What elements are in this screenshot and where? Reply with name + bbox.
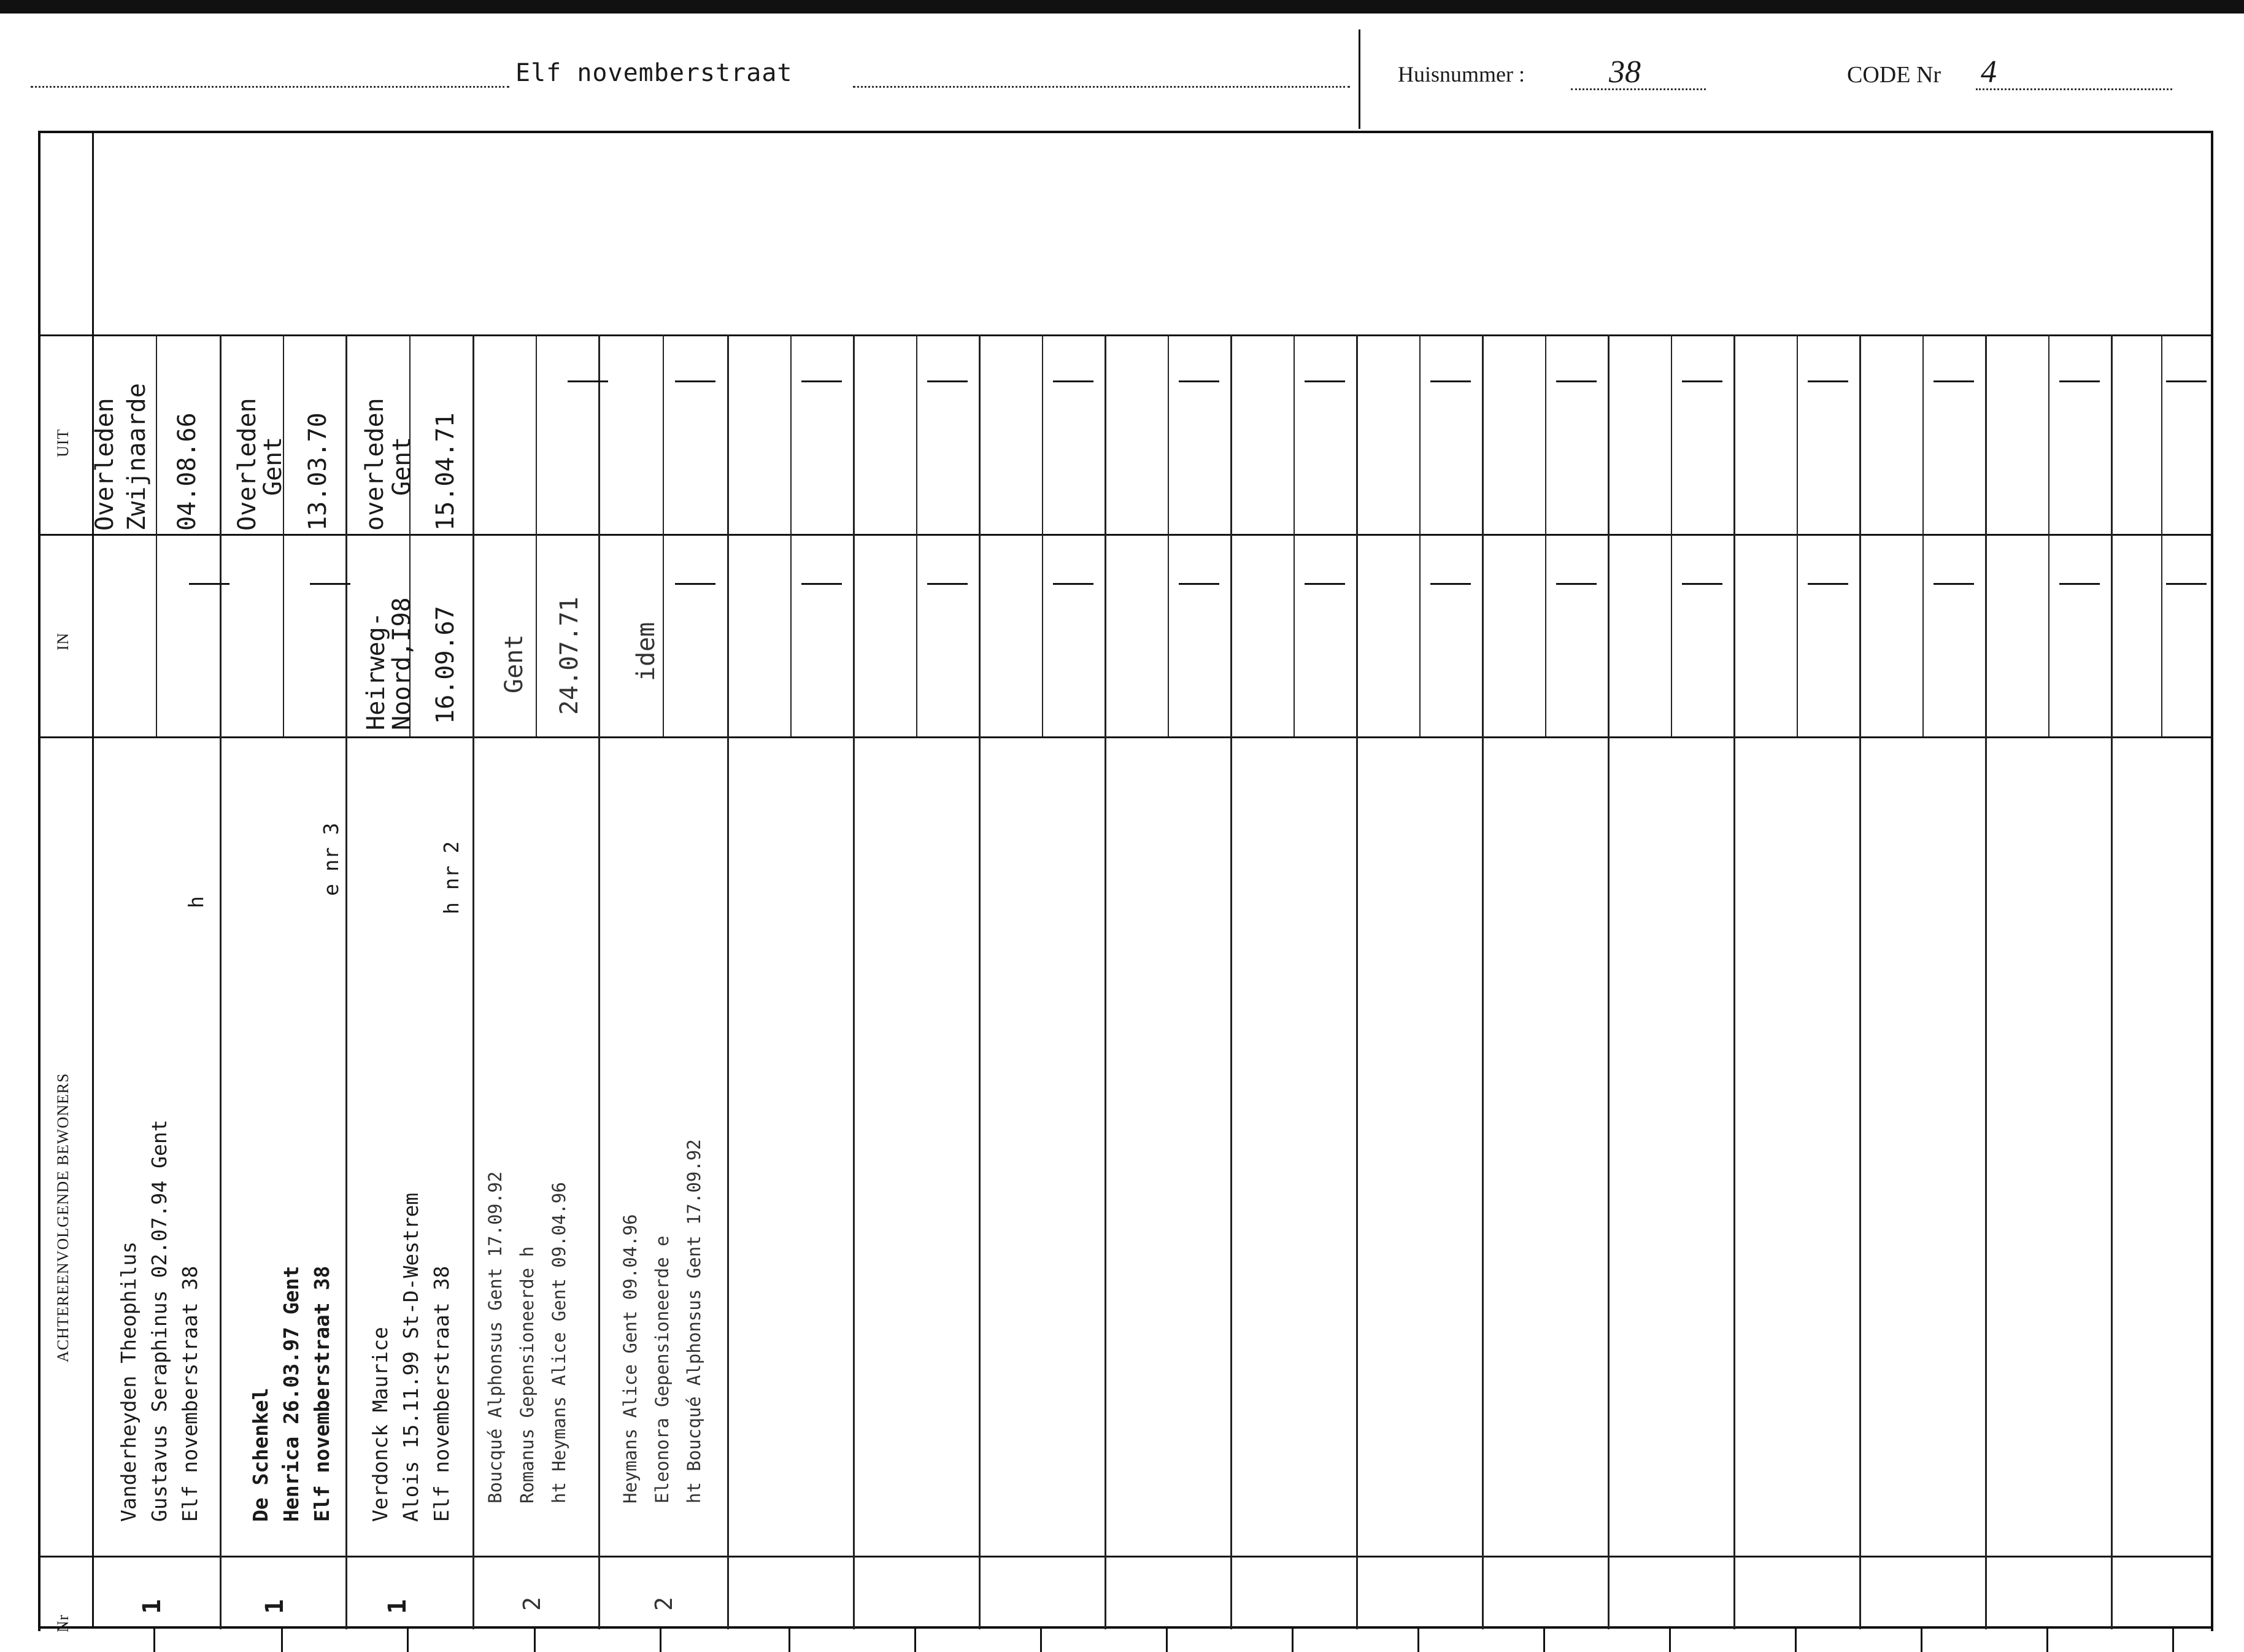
row-3-line-3: Elf novemberstraat 38 bbox=[430, 1265, 453, 1522]
column-divider bbox=[1356, 334, 1358, 1629]
row-4-in-date: 24.07.71 bbox=[555, 596, 584, 715]
empty-cell-dash bbox=[568, 380, 608, 382]
row-1-line-3: Elf novemberstraat 38 bbox=[178, 1265, 202, 1522]
row-5-line-3: ht Boucqué Alphonsus Gent 17.09.92 bbox=[684, 1139, 704, 1503]
sub-column-divider bbox=[790, 334, 792, 736]
column-divider bbox=[2111, 334, 2113, 1629]
row-1-out-place-2: Zwijnaarde bbox=[123, 383, 151, 531]
empty-cell-dash bbox=[1934, 380, 1974, 382]
row-5-nr: 2 bbox=[650, 1597, 677, 1611]
row-3-line-2: Alois 15.11.99 St-D-Westrem bbox=[399, 1192, 423, 1522]
row-1-marker: h bbox=[184, 896, 208, 908]
label-column-divider bbox=[92, 131, 94, 1628]
empty-cell-dash bbox=[801, 583, 842, 585]
column-divider bbox=[1733, 334, 1735, 1629]
sub-column-divider bbox=[1168, 334, 1169, 736]
sub-column-divider bbox=[2161, 334, 2162, 736]
code-label: CODE Nr bbox=[1847, 62, 1941, 88]
bottom-tick bbox=[914, 1627, 916, 1652]
code-value: 4 bbox=[1981, 55, 1997, 90]
column-divider bbox=[1105, 334, 1106, 1629]
row-1-nr: 1 bbox=[138, 1599, 166, 1614]
bottom-tick bbox=[153, 1627, 155, 1652]
row-4-nr: 2 bbox=[519, 1597, 546, 1611]
row-3-line-1: Verdonck Maurice bbox=[368, 1327, 392, 1522]
column-divider bbox=[1482, 334, 1484, 1629]
sub-column-divider bbox=[1545, 334, 1546, 736]
row-4-line-2: Romanus Gepensioneerde h bbox=[517, 1246, 538, 1503]
bottom-tick bbox=[1417, 1627, 1419, 1652]
empty-cell-dash bbox=[2166, 380, 2207, 382]
empty-cell-dash bbox=[1053, 380, 1093, 382]
empty-cell-dash bbox=[1053, 583, 1093, 585]
house-number-value: 38 bbox=[1609, 55, 1641, 90]
empty-cell-dash bbox=[189, 583, 229, 585]
empty-cell-dash bbox=[1305, 583, 1345, 585]
row-3-nr: 1 bbox=[384, 1599, 412, 1614]
empty-cell-dash bbox=[1179, 583, 1219, 585]
empty-cell-dash bbox=[675, 380, 715, 382]
sub-column-divider bbox=[156, 334, 157, 736]
column-divider bbox=[1608, 334, 1610, 1629]
empty-cell-dash bbox=[1556, 583, 1597, 585]
column-divider bbox=[727, 334, 729, 1629]
bottom-tick bbox=[1166, 1627, 1168, 1652]
empty-cell-dash bbox=[2059, 583, 2100, 585]
row-3-in-date: 16.09.67 bbox=[431, 606, 460, 724]
row-3-out-date: 15.04.71 bbox=[431, 412, 460, 531]
row-1-line-2: Gustavus Seraphinus 02.07.94 Gent bbox=[147, 1119, 171, 1522]
row-2-marker: e nr 3 bbox=[319, 822, 343, 896]
sub-column-divider bbox=[916, 334, 917, 736]
sub-column-divider bbox=[1797, 334, 1798, 736]
row-4-line-1: Boucqué Alphonsus Gent 17.09.92 bbox=[485, 1171, 506, 1503]
row-3-in-place-1: Heirweg- bbox=[362, 612, 390, 730]
street-name: Elf novemberstraat bbox=[515, 59, 793, 87]
bottom-tick bbox=[2046, 1627, 2048, 1652]
bottom-tick bbox=[788, 1627, 790, 1652]
sub-column-divider bbox=[663, 334, 664, 736]
empty-cell-dash bbox=[927, 583, 968, 585]
empty-cell-dash bbox=[801, 380, 842, 382]
column-divider bbox=[345, 334, 347, 1629]
residents-section-top bbox=[38, 736, 2213, 738]
column-label-nr: Nr bbox=[54, 1614, 72, 1632]
column-divider bbox=[1859, 334, 1861, 1629]
column-divider bbox=[853, 334, 855, 1629]
bottom-tick bbox=[1040, 1627, 1042, 1652]
sub-column-divider bbox=[283, 334, 284, 736]
column-divider bbox=[220, 334, 222, 1629]
empty-cell-dash bbox=[1556, 380, 1597, 382]
sub-column-divider bbox=[1419, 334, 1421, 736]
row-5-line-1: Heymans Alice Gent 09.04.96 bbox=[620, 1214, 641, 1503]
empty-cell-dash bbox=[675, 583, 715, 585]
empty-cell-dash bbox=[927, 380, 968, 382]
empty-cell-dash bbox=[1682, 380, 1722, 382]
row-2-out-place-1: Overleden bbox=[233, 398, 261, 531]
house-number-label: Huisnummer : bbox=[1398, 62, 1525, 87]
column-divider bbox=[1985, 334, 1987, 1629]
column-divider bbox=[472, 334, 474, 1629]
bottom-tick bbox=[1292, 1627, 1294, 1652]
row-5-line-2: Eleonora Gepensioneerde e bbox=[652, 1235, 673, 1503]
bottom-tick bbox=[534, 1627, 536, 1652]
sub-column-divider bbox=[1294, 334, 1295, 736]
row-2-line-1: De Schenkel bbox=[249, 1388, 272, 1522]
bottom-tick bbox=[1543, 1627, 1545, 1652]
table-top-border bbox=[38, 131, 2213, 133]
row-3-in-place-2: Noord,I98 bbox=[388, 597, 416, 730]
column-divider bbox=[1230, 334, 1232, 1629]
row-1-line-1: Vanderheyden Theophilus bbox=[117, 1241, 141, 1522]
table-left-border bbox=[38, 131, 40, 1631]
sub-column-divider bbox=[1671, 334, 1672, 736]
column-divider bbox=[979, 334, 981, 1629]
column-label-in: IN bbox=[54, 632, 72, 650]
bottom-tick bbox=[407, 1627, 409, 1652]
bottom-tick bbox=[660, 1627, 661, 1652]
bottom-tick bbox=[1921, 1627, 1922, 1652]
row-2-out-date: 13.03.70 bbox=[304, 412, 332, 531]
row-3-out-place-2: Gent bbox=[388, 436, 416, 496]
bottom-tick bbox=[281, 1627, 283, 1652]
empty-cell-dash bbox=[2059, 380, 2100, 382]
row-1-out-place-1: Overleden bbox=[91, 398, 119, 531]
sub-column-divider bbox=[1922, 334, 1924, 736]
column-divider bbox=[598, 334, 600, 1629]
sub-column-divider bbox=[1042, 334, 1043, 736]
empty-cell-dash bbox=[1430, 380, 1471, 382]
sub-column-divider bbox=[2048, 334, 2049, 736]
row-2-line-2: Henrica 26.03.97 Gent bbox=[279, 1265, 303, 1522]
row-1-out-date: 04.08.66 bbox=[173, 412, 201, 531]
row-2-nr: 1 bbox=[261, 1599, 289, 1614]
empty-cell-dash bbox=[1682, 583, 1722, 585]
empty-cell-dash bbox=[1430, 583, 1471, 585]
column-label-out: UIT bbox=[54, 428, 72, 457]
row-5-in-place: idem bbox=[632, 622, 660, 681]
in-section-top bbox=[38, 534, 2213, 536]
row-3-out-place-1: overleden bbox=[361, 398, 389, 531]
empty-cell-dash bbox=[1808, 583, 1848, 585]
nr-section-top bbox=[38, 1556, 2213, 1557]
sub-column-divider bbox=[536, 334, 537, 736]
uit-section-top bbox=[38, 334, 2213, 336]
empty-cell-dash bbox=[310, 583, 350, 585]
empty-cell-dash bbox=[1305, 380, 1345, 382]
bottom-tick bbox=[1669, 1627, 1671, 1652]
empty-cell-dash bbox=[2166, 583, 2207, 585]
row-3-marker: h nr 2 bbox=[439, 841, 463, 914]
table-bottom-border bbox=[38, 1626, 2213, 1629]
row-2-out-place-2: Gent bbox=[259, 436, 287, 496]
empty-cell-dash bbox=[1808, 380, 1848, 382]
table-right-border bbox=[2211, 131, 2213, 1631]
bottom-tick bbox=[2172, 1627, 2174, 1652]
bottom-tick bbox=[1795, 1627, 1797, 1652]
row-4-line-3: ht Heymans Alice Gent 09.04.96 bbox=[549, 1182, 569, 1503]
column-label-residents: ACHTEREENVOLGENDE BEWONERS bbox=[54, 1073, 72, 1362]
empty-cell-dash bbox=[1179, 380, 1219, 382]
empty-cell-dash bbox=[1934, 583, 1974, 585]
row-2-line-3: Elf novemberstraat 38 bbox=[310, 1265, 334, 1522]
row-4-in-place: Gent bbox=[500, 634, 528, 693]
